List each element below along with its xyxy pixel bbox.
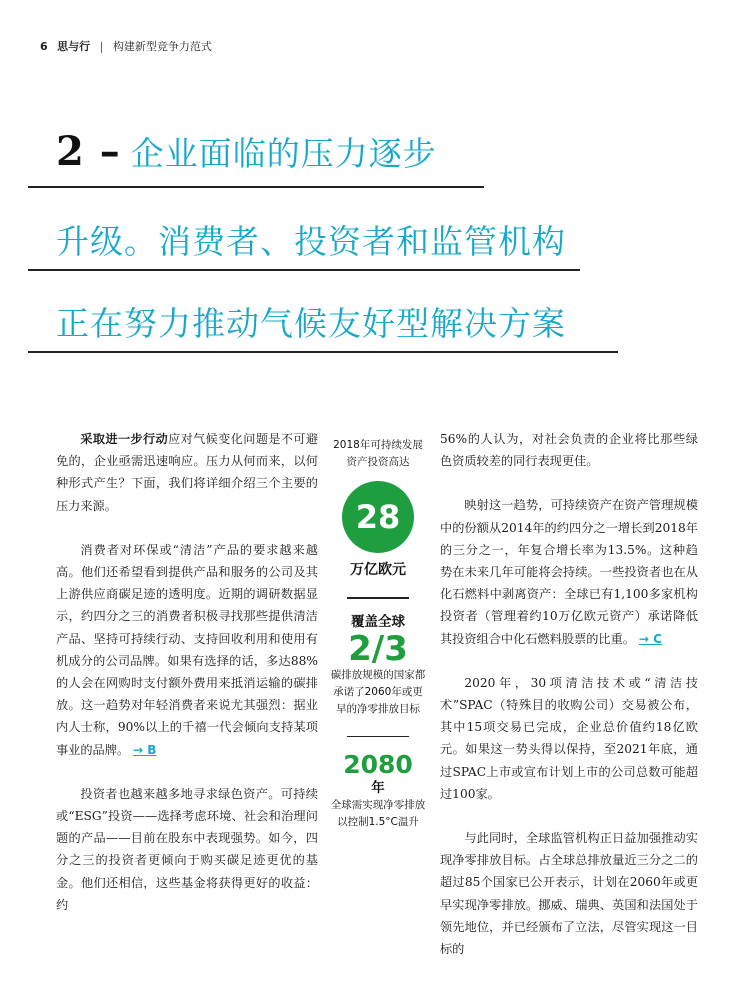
page-number: 6 <box>40 40 48 53</box>
title-rule-3 <box>28 351 618 353</box>
right-paragraph-4: 与此同时，全球监管机构正日益加强推动实现净零排放目标。占全球总排放量近三分之二的超过85个国家已公开表示，计划在2060年或更早实现净零排放。挪威、瑞典、英国和法国处于领先地位，并已经颁布了立法，尽管实现这一目标的 <box>440 831 698 957</box>
reference-link-b[interactable]: → B <box>133 742 157 757</box>
title-line-2: 升级。消费者、投资者和监管机构 <box>56 222 566 261</box>
right-paragraph-1: 56%的人认为，对社会负责的企业将比那些绿色资质较差的同行表现更佳。 <box>440 432 698 469</box>
stat1-label: 2018年可持续发展资产投资高达 <box>333 439 423 468</box>
stat1-circle: 28 <box>342 481 414 553</box>
left-paragraph-1: 采取进一步行动应对气候变化问题是不可避免的，企业亟需迅速响应。压力从何而来，以何种形式产生？下面，我们将详细介绍三个主要的压力来源。 <box>56 432 319 513</box>
title-text-1: 企业面临的压力逐步 <box>130 134 437 173</box>
paragraph-lead: 采取进一步行动 <box>80 432 169 446</box>
header-separator: | <box>99 40 104 53</box>
right-paragraph-3: 2020年，30项清洁技术或“清洁技术”SPAC（特殊目的收购公司）交易被公布，其中15项交易已完成，企业总价值约18亿欧元。如果这一势头得以保持，至2021年底，通过SPAC上市或宣布计划上市的公司总数可能超过100家。 <box>440 675 698 801</box>
right-column <box>440 428 698 982</box>
chapter-number: 2 – <box>56 128 121 175</box>
stat3-unit: 年 <box>371 780 385 796</box>
right-paragraph-2: 映射这一趋势，可持续资产在资产管理规模中的份额从2014年的约四分之一增长到2018年的三分之一，年复合增长率为13.5%。这种趋势在未来几年可能将会持续。一些投资者也在从化石燃料中剥离资产：全球已有1,100多家机构投资者（管理着约10万亿欧元资产）承诺降低其投资组合中化石燃料股票的比重。 → C <box>440 498 698 646</box>
stat2-label: 碳排放规模的国家都承诺了2060年或更早的净零排放目标 <box>330 668 426 715</box>
title-line-1 <box>56 128 437 175</box>
title-line-3: 正在努力推动气候友好型解决方案 <box>56 304 566 343</box>
reference-link-c[interactable]: → C <box>638 631 662 646</box>
section-subtitle: 构建新型竞争力范式 <box>112 40 212 53</box>
left-paragraph-2: 消费者对环保或“清洁”产品的要求越来越高。他们还希望看到提供产品和服务的公司及其上游供应商碳足迹的透明度。近期的调研数据显示，约四分之三的消费者积极寻找那些提供清洁产品、坚持可持续行动、支持回收利用和使用有机成分的公司品牌。如果有选择的话，多达88%的人会在网购时支付额外费用来抵消运输的碳排放。这一趋势对年轻消费者来说尤其强烈：据业内人士称，90%以上的千禧一代会倾向支持某项事业的品牌。 → B <box>56 542 318 757</box>
title-rule-1 <box>28 186 484 188</box>
section-name: 思与行 <box>57 40 91 53</box>
stat2-value: 2/3 <box>348 628 408 669</box>
stat3-label: 全球需实现净零排放以控制1.5°C温升 <box>330 799 426 828</box>
left-column <box>56 428 318 938</box>
stats-column <box>330 437 426 831</box>
stat-divider-2 <box>347 736 409 738</box>
stat1-unit: 万亿欧元 <box>350 562 406 578</box>
stat2-heading: 覆盖全球 <box>351 613 405 630</box>
title-rule-2 <box>28 269 580 271</box>
left-paragraph-3: 投资者也越来越多地寻求绿色资产。可持续或“ESG”投资——选择考虑环境、社会和治理问题的产品——目前在股东中表现强势。如今，四分之三的投资者更倾向于购买碳足迹更优的基金。他们还相信，这些基金将获得更好的收益：约 <box>56 786 318 912</box>
running-header <box>40 38 212 54</box>
stat3-value: 2080 <box>343 750 413 779</box>
stat-divider-1 <box>347 597 409 599</box>
